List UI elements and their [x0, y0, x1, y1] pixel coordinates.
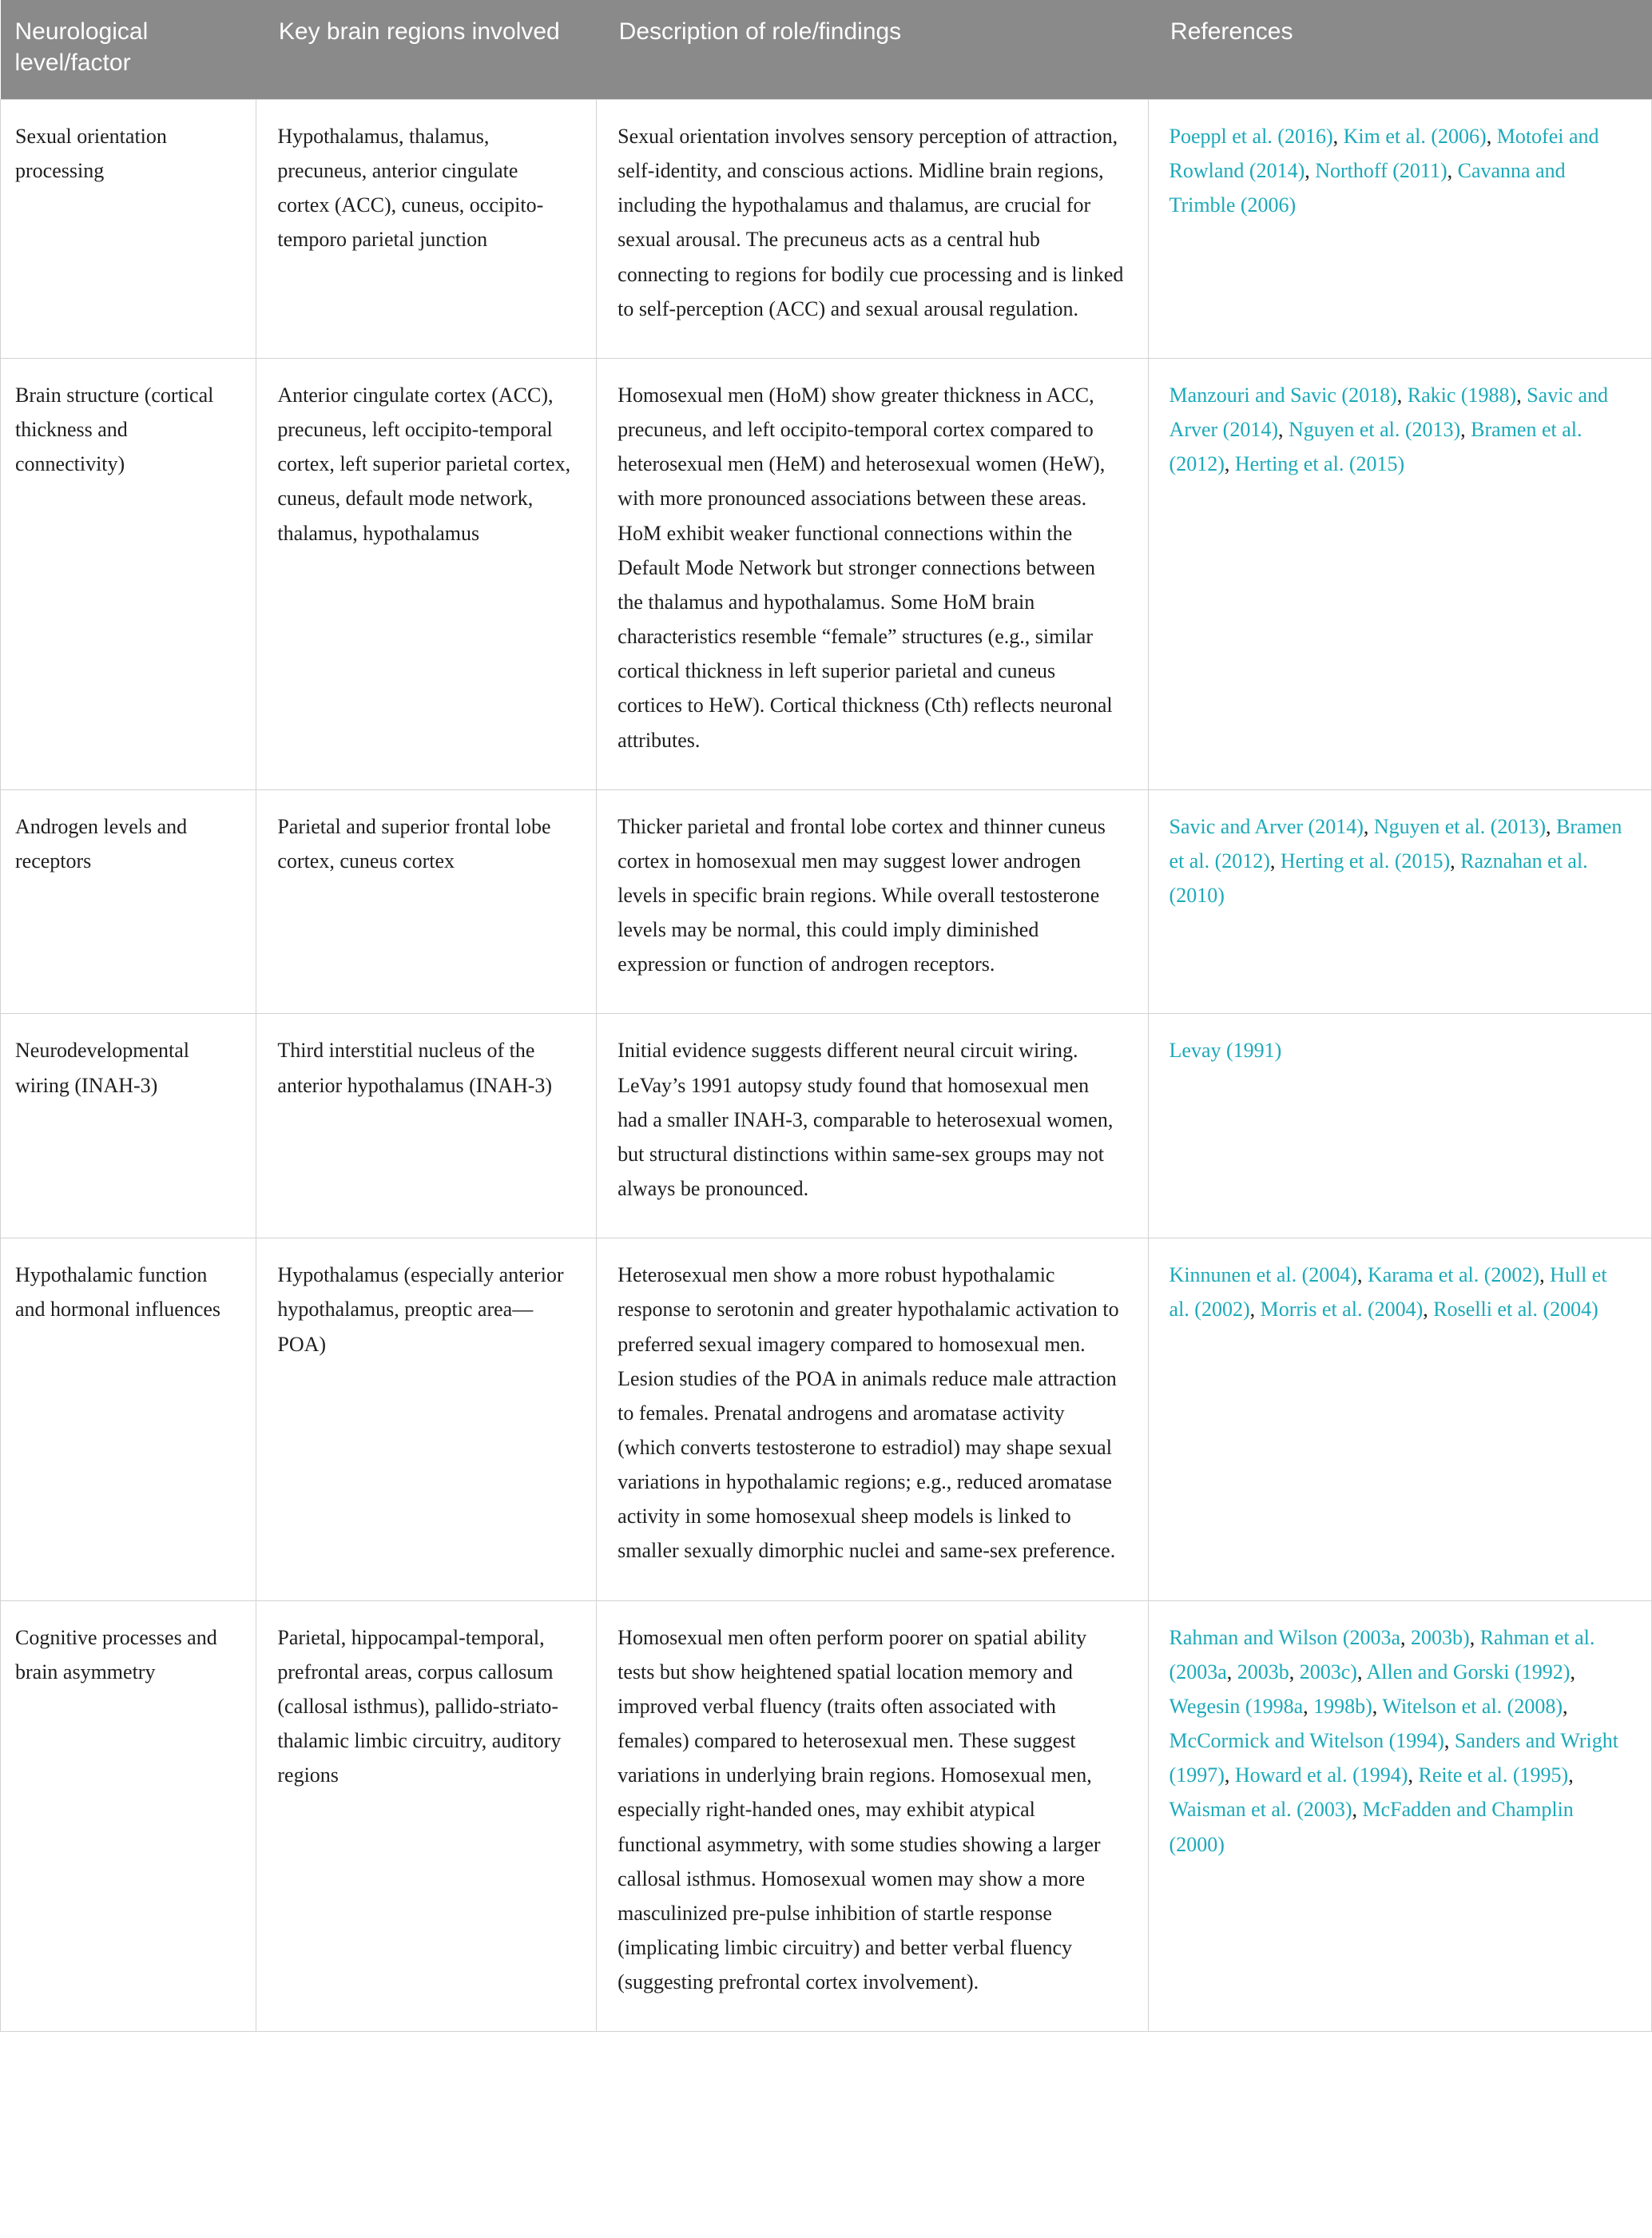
reference-link[interactable]: Poeppl et al. (2016) — [1169, 125, 1333, 148]
reference-link[interactable]: Northoff (2011) — [1315, 159, 1447, 183]
cell-brain-regions: Parietal, hippocampal-temporal, prefrontal areas, corpus callosum (callosal isthmus), pallido-striato-thalamic limbic circuitry, auditory regions — [256, 1600, 597, 2032]
table-row — [1, 1014, 1652, 1238]
cell-neurological-level: Neurodevelopmental wiring (INAH-3) — [1, 1014, 256, 1238]
cell-neurological-level: Cognitive processes and brain asymmetry — [1, 1600, 256, 2032]
reference-link[interactable]: Manzouri and Savic (2018) — [1169, 383, 1397, 407]
cell-brain-regions: Hypothalamus (especially anterior hypothalamus, preoptic area—POA) — [256, 1238, 597, 1600]
reference-link[interactable]: 2003c) — [1299, 1660, 1357, 1683]
reference-link[interactable]: Witelson et al. (2008) — [1382, 1694, 1563, 1718]
reference-link[interactable]: McFadden and Champlin (2000) — [1169, 1798, 1574, 1856]
reference-link[interactable]: Savic and Arver (2014) — [1169, 383, 1609, 442]
reference-link[interactable]: Roselli et al. (2004) — [1433, 1298, 1598, 1322]
reference-link[interactable]: 2003b — [1237, 1660, 1289, 1683]
cell-brain-regions: Hypothalamus, thalamus, precuneus, anterior cingulate cortex (ACC), cuneus, occipito-temporo parietal junction — [256, 100, 597, 359]
table-row — [1, 789, 1652, 1014]
reference-link[interactable]: Kinnunen et al. (2004) — [1169, 1263, 1357, 1287]
cell-references: Poeppl et al. (2016), Kim et al. (2006), Motofei and Rowland (2014), Northoff (2011), Cavanna and Trimble (2006) — [1148, 100, 1651, 359]
cell-brain-regions: Third interstitial nucleus of the anterior hypothalamus (INAH-3) — [256, 1014, 597, 1238]
column-header-brain-regions: Key brain regions involved — [256, 0, 597, 100]
column-header-references: References — [1148, 0, 1651, 100]
reference-link[interactable]: McCormick and Witelson (1994) — [1169, 1729, 1444, 1753]
header-row — [1, 0, 1652, 100]
table-body — [1, 100, 1652, 2032]
reference-link[interactable]: Karama et al. (2002) — [1367, 1263, 1540, 1287]
reference-link[interactable]: Bramen et al. (2012) — [1169, 814, 1622, 873]
cell-description: Homosexual men often perform poorer on spatial ability tests but show heightened spatial location memory and improved verbal fluency (traits often associated with females) compared to heterosexual men. These suggest variations in underlying brain regions. Homosexual men, especially right-handed ones, may exhibit atypical functional asymmetry, with some studies showing a larger callosal isthmus. Homosexual women may show a more masculinized pre-pulse inhibition of startle response (implicating limbic circuitry) and better verbal fluency (suggesting prefrontal cortex involvement). — [597, 1600, 1148, 2032]
reference-link[interactable]: Savic and Arver (2014) — [1169, 814, 1364, 838]
reference-link[interactable]: Motofei and Rowland (2014) — [1169, 125, 1599, 183]
reference-link[interactable]: Hull et al. (2002) — [1169, 1263, 1607, 1322]
reference-link[interactable]: Wegesin (1998a — [1169, 1694, 1304, 1718]
reference-link[interactable]: Herting et al. (2015) — [1280, 849, 1451, 873]
reference-link[interactable]: Reite et al. (1995) — [1418, 1763, 1569, 1787]
cell-description: Thicker parietal and frontal lobe cortex and thinner cuneus cortex in homosexual men may suggest lower androgen levels in specific brain regions. While overall testosterone levels may be normal, this could imply diminished expression or function of androgen receptors. — [597, 789, 1148, 1014]
column-header-neurological-level: Neurological level/factor — [1, 0, 256, 100]
reference-link[interactable]: Cavanna and Trimble (2006) — [1169, 159, 1566, 217]
cell-references — [1148, 1014, 1651, 1238]
reference-link[interactable]: Rahman and Wilson (2003a — [1169, 1625, 1401, 1649]
reference-link[interactable]: Sanders and Wright (1997) — [1169, 1729, 1618, 1787]
cell-references: Kinnunen et al. (2004), Karama et al. (2002), Hull et al. (2002), Morris et al. (2004), Roselli et al. (2004) — [1148, 1238, 1651, 1600]
cell-neurological-level: Hypothalamic function and hormonal influences — [1, 1238, 256, 1600]
cell-neurological-level: Sexual orientation processing — [1, 100, 256, 359]
reference-link[interactable]: Nguyen et al. (2013) — [1373, 814, 1547, 838]
cell-description: Homosexual men (HoM) show greater thickness in ACC, precuneus, and left occipito-temporal cortex compared to heterosexual men (HeM) and heterosexual women (HeW), with more pronounced associations between these areas. HoM exhibit weaker functional connections within the Default Mode Network but stronger connections between the thalamus and hypothalamus. Some HoM brain characteristics resemble “female” structures (e.g., similar cortical thickness in left superior parietal and cuneus cortices to HeW). Cortical thickness (Cth) reflects neuronal attributes. — [597, 358, 1148, 789]
reference-link[interactable]: 1998b) — [1313, 1694, 1372, 1718]
table-row — [1, 100, 1652, 359]
reference-link[interactable]: Howard et al. (1994) — [1234, 1763, 1408, 1787]
table-row — [1, 358, 1652, 789]
reference-link[interactable]: 2003b) — [1411, 1625, 1470, 1649]
reference-link[interactable]: Nguyen et al. (2013) — [1289, 418, 1461, 442]
cell-neurological-level: Brain structure (cortical thickness and connectivity) — [1, 358, 256, 789]
reference-link[interactable]: Rahman et al. (2003a — [1169, 1625, 1595, 1683]
reference-link[interactable]: Rakic (1988) — [1407, 383, 1517, 407]
cell-brain-regions: Parietal and superior frontal lobe cortex, cuneus cortex — [256, 789, 597, 1014]
cell-description: Initial evidence suggests different neural circuit wiring. LeVay’s 1991 autopsy study found that homosexual men had a smaller INAH-3, comparable to heterosexual women, but structural distinctions within same-sex groups may not always be pronounced. — [597, 1014, 1148, 1238]
table-row — [1, 1238, 1652, 1600]
reference-link[interactable]: Raznahan et al. (2010) — [1169, 849, 1588, 907]
reference-link[interactable]: Allen and Gorski (1992) — [1366, 1660, 1571, 1683]
cell-references: Manzouri and Savic (2018), Rakic (1988), Savic and Arver (2014), Nguyen et al. (2013), Bramen et al. (2012), Herting et al. (2015) — [1148, 358, 1651, 789]
reference-link[interactable]: Levay (1991) — [1169, 1039, 1282, 1063]
cell-description: Sexual orientation involves sensory perception of attraction, self-identity, and conscious actions. Midline brain regions, including the hypothalamus and thalamus, are crucial for sexual arousal. The precuneus acts as a central hub connecting to regions for bodily cue processing and is linked to self-perception (ACC) and sexual arousal regulation. — [597, 100, 1148, 359]
cell-neurological-level: Androgen levels and receptors — [1, 789, 256, 1014]
cell-references: Rahman and Wilson (2003a, 2003b), Rahman et al. (2003a, 2003b, 2003c), Allen and Gorski (1992), Wegesin (1998a, 1998b), Witelson et al. (2008), McCormick and Witelson (1994), Sanders and Wright (1997), Howard et al. (1994), Reite et al. (1995), Waisman et al. (2003), McFadden and Champlin (2000) — [1148, 1600, 1651, 2032]
reference-link[interactable]: Waisman et al. (2003) — [1169, 1798, 1352, 1822]
table-row — [1, 1600, 1652, 2032]
reference-link[interactable]: Herting et al. (2015) — [1234, 452, 1405, 476]
cell-brain-regions: Anterior cingulate cortex (ACC), precuneus, left occipito-temporal cortex, left superior parietal cortex, cuneus, default mode network, thalamus, hypothalamus — [256, 358, 597, 789]
cell-references: Savic and Arver (2014), Nguyen et al. (2013), Bramen et al. (2012), Herting et al. (2015), Raznahan et al. (2010) — [1148, 789, 1651, 1014]
reference-link[interactable]: Bramen et al. (2012) — [1169, 418, 1583, 476]
cell-description: Heterosexual men show a more robust hypothalamic response to serotonin and greater hypothalamic activation to preferred sexual imagery compared to homosexual men. Lesion studies of the POA in animals reduce male attraction to females. Prenatal androgens and aromatase activity (which converts testosterone to estradiol) may shape sexual variations in hypothalamic regions; e.g., reduced aromatase activity in some homosexual sheep models is linked to smaller sexually dimorphic nuclei and same-sex preference. — [597, 1238, 1148, 1600]
reference-link[interactable]: Morris et al. (2004) — [1260, 1298, 1424, 1322]
reference-link[interactable]: Kim et al. (2006) — [1343, 125, 1487, 148]
column-header-description: Description of role/findings — [597, 0, 1148, 100]
